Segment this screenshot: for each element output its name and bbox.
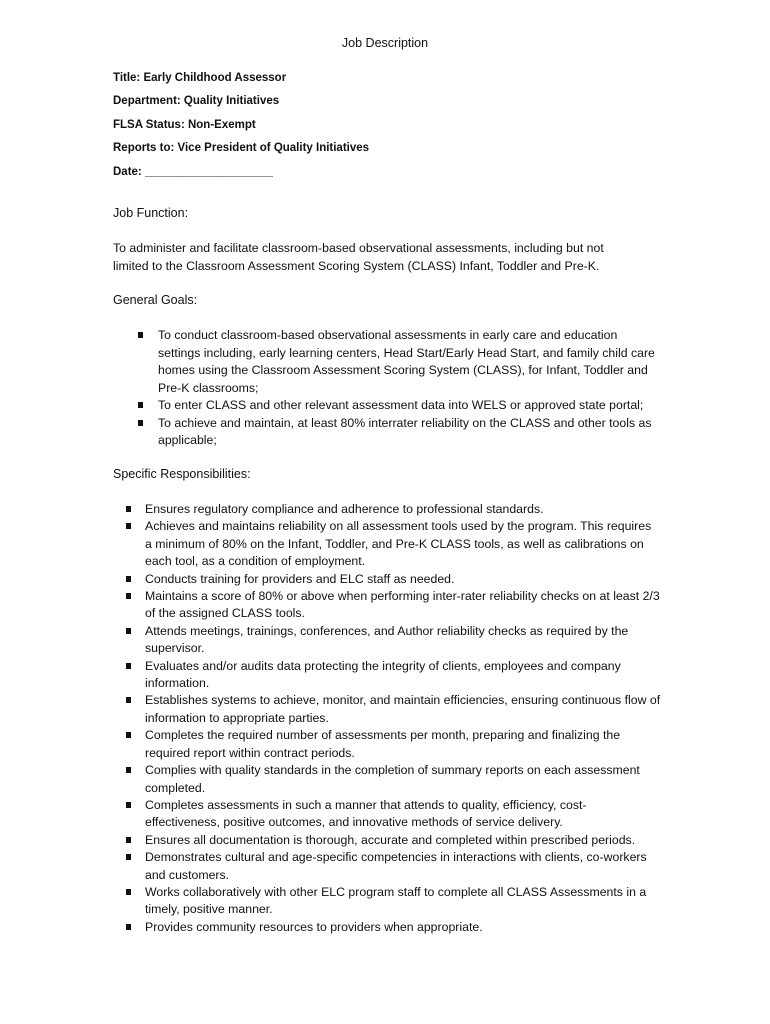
job-function-text [113,239,633,275]
bullet-icon [126,889,131,895]
job-meta [113,70,369,187]
bullet-icon [138,332,143,338]
list-item: To conduct classroom-based observational assessments in early care and education settings including, early learning centers, Head Start/Early Head Start, and family child care homes using the Classroom Assessment Scoring System (CLASS), for Infant, Toddler and Pre-K classrooms; [138,327,658,397]
bullet-icon [126,837,131,843]
bullet-icon [126,802,131,808]
meta-title: Title: Early Childhood Assessor [113,72,287,84]
list-item: Establishes systems to achieve, monitor, and maintain efficiencies, ensuring continuous flow of information to appropriate parties. [126,692,661,727]
bullet-icon [126,593,131,599]
general-goals-list [138,327,658,450]
list-item: Works collaboratively with other ELC program staff to complete all CLASS Assessments in a timely, positive manner. [126,884,661,919]
bullet-icon [126,663,131,669]
bullet-icon [126,697,131,703]
meta-date: Date: ____________________ [113,165,273,178]
bullet-icon [126,767,131,773]
bullet-icon [138,420,143,426]
bullet-icon [126,924,131,930]
bullet-icon [126,854,131,860]
bullet-icon [126,506,131,512]
bullet-icon [126,732,131,738]
document-title: Job Description [341,36,429,50]
bullet-icon [126,628,131,634]
bullet-icon [126,523,131,529]
bullet-icon [138,402,143,408]
list-item: Ensures regulatory compliance and adherence to professional standards. [126,501,661,518]
list-item: Completes the required number of assessments per month, preparing and finalizing the required report within contract periods. [126,727,661,762]
job-function-heading: Job Function: [113,206,189,220]
list-item: Maintains a score of 80% or above when performing inter-rater reliability checks on at least 2/3 of the assigned CLASS tools. [126,588,661,623]
job-function-line-2: limited to the Classroom Assessment Scoring System (CLASS) Infant, Toddler and Pre-K. [113,259,600,273]
list-item: Attends meetings, trainings, conferences, and Author reliability checks as required by the supervisor. [126,623,661,658]
general-goals-heading: General Goals: [113,293,198,307]
list-item: Achieves and maintains reliability on all assessment tools used by the program. This requires a minimum of 80% on the Infant, Toddler, and Pre-K CLASS tools, as well as calibrations on each tool, as a condition of employment. [126,518,661,570]
meta-flsa-status: FLSA Status: Non-Exempt [113,118,256,131]
job-function-line-1: To administer and facilitate classroom-based observational assessments, including but not [113,241,604,255]
list-item: To achieve and maintain, at least 80% interrater reliability on the CLASS and other tools as applicable; [138,415,658,450]
bullet-icon [126,576,131,582]
list-item: Complies with quality standards in the completion of summary reports on each assessment completed. [126,762,661,797]
list-item: Completes assessments in such a manner that attends to quality, efficiency, cost-effectiveness, positive outcomes, and innovative methods of service delivery. [126,797,661,832]
list-item: Provides community resources to providers when appropriate. [126,919,661,936]
meta-department: Department: Quality Initiatives [113,95,280,108]
list-item: To enter CLASS and other relevant assessment data into WELS or approved state portal; [138,397,658,415]
list-item: Ensures all documentation is thorough, accurate and completed within prescribed periods. [126,832,661,849]
list-item: Demonstrates cultural and age-specific competencies in interactions with clients, co-workers and customers. [126,849,661,884]
list-item: Evaluates and/or audits data protecting the integrity of clients, employees and company information. [126,658,661,693]
specific-responsibilities-heading: Specific Responsibilities: [113,467,251,481]
specific-responsibilities-list [126,501,661,936]
list-item: Conducts training for providers and ELC staff as needed. [126,571,661,588]
meta-reports-to: Reports to: Vice President of Quality Initiatives [113,142,370,155]
